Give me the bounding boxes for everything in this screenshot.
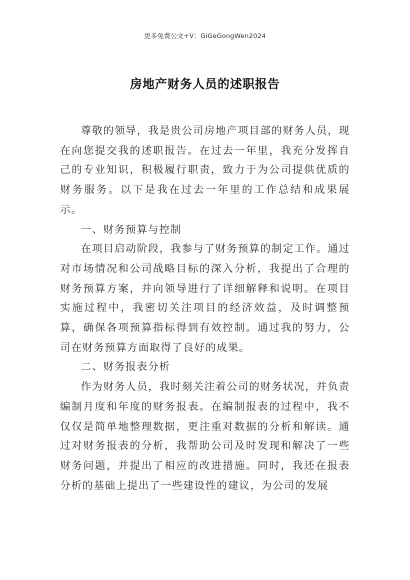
header-note: 更多免费公文+V：GiGeGongWen2024 xyxy=(144,32,266,40)
reports-paragraph: 作为财务人员，我时刻关注着公司的财务状况，并负责编制月度和年度的财务报表。在编制报表的过程中，我不仅仅是简单地整理数据，更注重对数据的分析和解读。通过对财务报表的分析，我帮助公司及时发现和解决了一些财务问题，并提出了相应的改进措施。同时，我还在报表分析的基础上提出了一些建设性的建议，为公司的发展 xyxy=(60,381,350,492)
budget-paragraph: 在项目启动阶段，我参与了财务预算的制定工作。通过对市场情况和公司战略目标的深入分析，我提出了合理的财务预算方案，并向领导进行了详细解释和说明。在项目实施过程中，我密切关注项目的经济效益，及时调整预算，确保各项预算指标得到有效控制。通过我的努力，公司在财务预算方面取得了良好的成果。 xyxy=(60,243,350,354)
document-title: 房地产财务人员的述职报告 xyxy=(129,77,280,91)
section-heading-budget: 一、财务预算与控制 xyxy=(80,223,182,236)
intro-paragraph: 尊敬的领导，我是贵公司房地产项目部的财务人员，现在向您提交我的述职报告。在过去一年里，我充分发挥自己的专业知识，积极履行职责，致力于为公司提供优质的财务服务。以下是我在过去一年里的工作总结和成果展示。 xyxy=(60,125,350,216)
document-body xyxy=(60,122,350,496)
section-heading-reports: 二、财务报表分析 xyxy=(80,361,171,374)
